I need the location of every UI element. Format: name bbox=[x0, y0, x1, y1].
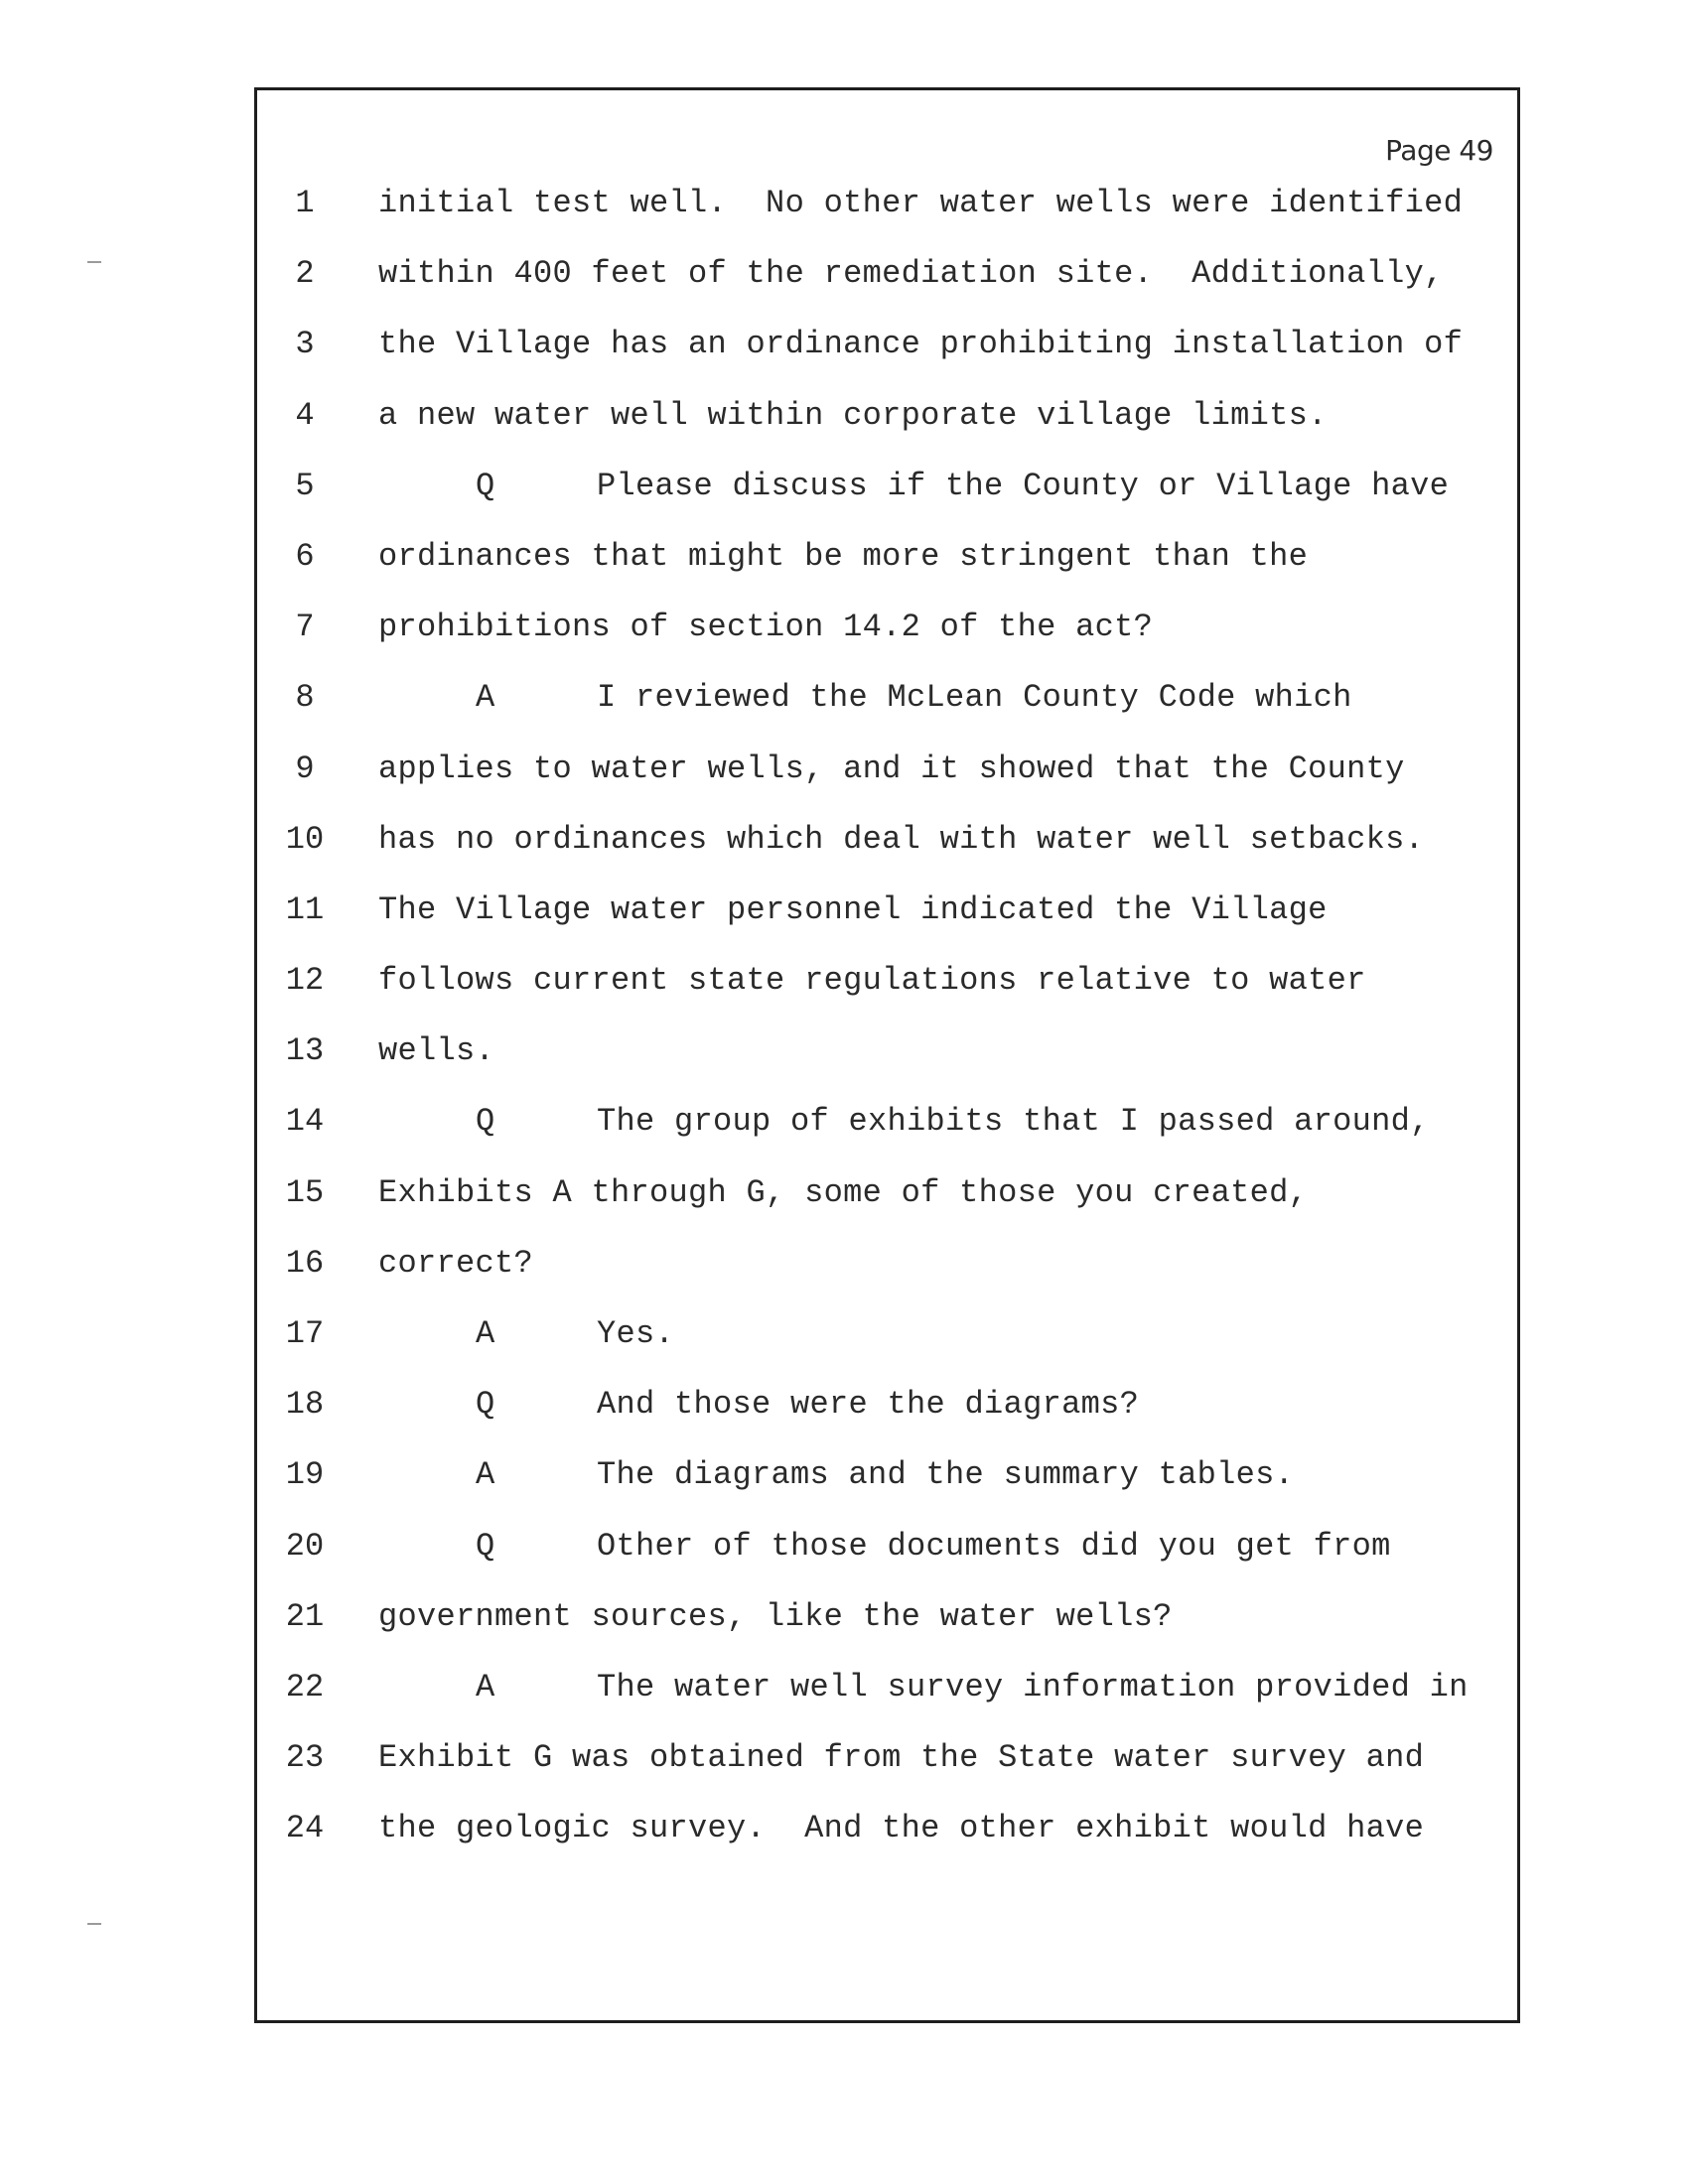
transcript-line bbox=[257, 678, 1517, 749]
line-number: 1 bbox=[295, 185, 315, 221]
line-text: Yes. bbox=[597, 1315, 675, 1352]
speaker-label: A bbox=[476, 1668, 495, 1706]
line-number: 5 bbox=[295, 467, 315, 504]
line-text: Exhibits A through G, some of those you created, bbox=[378, 1173, 1309, 1211]
line-text: And those were the diagrams? bbox=[597, 1386, 1140, 1424]
transcript-line bbox=[257, 467, 1517, 537]
margin-mark bbox=[87, 261, 101, 263]
line-text: has no ordinances which deal with water well setbacks. bbox=[378, 820, 1425, 858]
speaker-label: A bbox=[476, 679, 495, 717]
line-text: follows current state regulations relative to water bbox=[378, 962, 1366, 1000]
line-number: 15 bbox=[285, 1173, 325, 1211]
line-number: 17 bbox=[285, 1315, 325, 1352]
transcript-line bbox=[257, 1244, 1517, 1314]
speaker-label: Q bbox=[476, 467, 495, 504]
line-number: 18 bbox=[285, 1386, 325, 1424]
transcript-line bbox=[257, 184, 1517, 254]
speaker-label: A bbox=[476, 1315, 495, 1352]
line-text: applies to water wells, and it showed that the County bbox=[378, 750, 1405, 787]
line-text: initial test well. No other water wells were identified bbox=[378, 185, 1464, 221]
line-number: 2 bbox=[295, 255, 315, 293]
transcript-line bbox=[257, 1738, 1517, 1809]
transcript-line bbox=[257, 961, 1517, 1031]
transcript-line bbox=[257, 1031, 1517, 1102]
line-text: correct? bbox=[378, 1244, 534, 1282]
transcript-line bbox=[257, 750, 1517, 820]
line-number: 4 bbox=[295, 396, 315, 434]
line-text: ordinances that might be more stringent than the bbox=[378, 537, 1309, 575]
line-text: Other of those documents did you get from bbox=[597, 1527, 1391, 1565]
transcript-line bbox=[257, 1102, 1517, 1172]
line-number: 21 bbox=[285, 1597, 325, 1635]
line-number: 3 bbox=[295, 326, 315, 363]
speaker-label: Q bbox=[476, 1527, 495, 1565]
transcript-line bbox=[257, 890, 1517, 961]
transcript-line bbox=[257, 1527, 1517, 1597]
line-number: 12 bbox=[285, 962, 325, 1000]
line-number: 20 bbox=[285, 1527, 325, 1565]
page-number: Page 49 bbox=[1385, 134, 1493, 167]
transcript-line bbox=[257, 325, 1517, 395]
line-number: 9 bbox=[295, 750, 315, 787]
transcript-line bbox=[257, 537, 1517, 608]
line-number: 11 bbox=[285, 890, 325, 928]
transcript-line bbox=[257, 396, 1517, 467]
line-number: 14 bbox=[285, 1103, 325, 1141]
speaker-label: Q bbox=[476, 1386, 495, 1424]
line-number: 16 bbox=[285, 1244, 325, 1282]
transcript-line bbox=[257, 1385, 1517, 1455]
line-number: 22 bbox=[285, 1668, 325, 1706]
line-text: I reviewed the McLean County Code which bbox=[597, 679, 1352, 717]
transcript-line bbox=[257, 1809, 1517, 1879]
line-text: The diagrams and the summary tables. bbox=[597, 1456, 1295, 1494]
line-text: the geologic survey. And the other exhibit would have bbox=[378, 1810, 1425, 1847]
transcript-frame bbox=[254, 87, 1520, 2023]
line-number: 8 bbox=[295, 679, 315, 717]
line-number: 13 bbox=[285, 1032, 325, 1070]
line-number: 19 bbox=[285, 1456, 325, 1494]
line-number: 23 bbox=[285, 1739, 325, 1777]
transcript-line bbox=[257, 1314, 1517, 1385]
line-text: The group of exhibits that I passed around, bbox=[597, 1103, 1430, 1141]
line-text: The water well survey information provided in bbox=[597, 1668, 1469, 1706]
transcript-lines bbox=[257, 184, 1517, 1880]
line-text: within 400 feet of the remediation site. Additionally, bbox=[378, 255, 1444, 293]
transcript-line bbox=[257, 254, 1517, 325]
line-text: prohibitions of section 14.2 of the act? bbox=[378, 609, 1154, 646]
transcript-line bbox=[257, 820, 1517, 890]
margin-mark bbox=[87, 1923, 101, 1925]
line-text: the Village has an ordinance prohibiting installation of bbox=[378, 326, 1464, 363]
line-text: Exhibit G was obtained from the State water survey and bbox=[378, 1739, 1425, 1777]
line-text: The Village water personnel indicated the Village bbox=[378, 890, 1328, 928]
transcript-line bbox=[257, 1668, 1517, 1738]
line-text: a new water well within corporate village limits. bbox=[378, 396, 1328, 434]
transcript-line bbox=[257, 1597, 1517, 1668]
line-text: Please discuss if the County or Village have bbox=[597, 467, 1450, 504]
speaker-label: A bbox=[476, 1456, 495, 1494]
line-number: 6 bbox=[295, 537, 315, 575]
transcript-line bbox=[257, 1173, 1517, 1244]
transcript-line bbox=[257, 608, 1517, 678]
speaker-label: Q bbox=[476, 1103, 495, 1141]
transcript-line bbox=[257, 1455, 1517, 1526]
line-number: 10 bbox=[285, 820, 325, 858]
line-number: 7 bbox=[295, 609, 315, 646]
line-text: government sources, like the water wells? bbox=[378, 1597, 1173, 1635]
line-number: 24 bbox=[285, 1810, 325, 1847]
line-text: wells. bbox=[378, 1032, 495, 1070]
